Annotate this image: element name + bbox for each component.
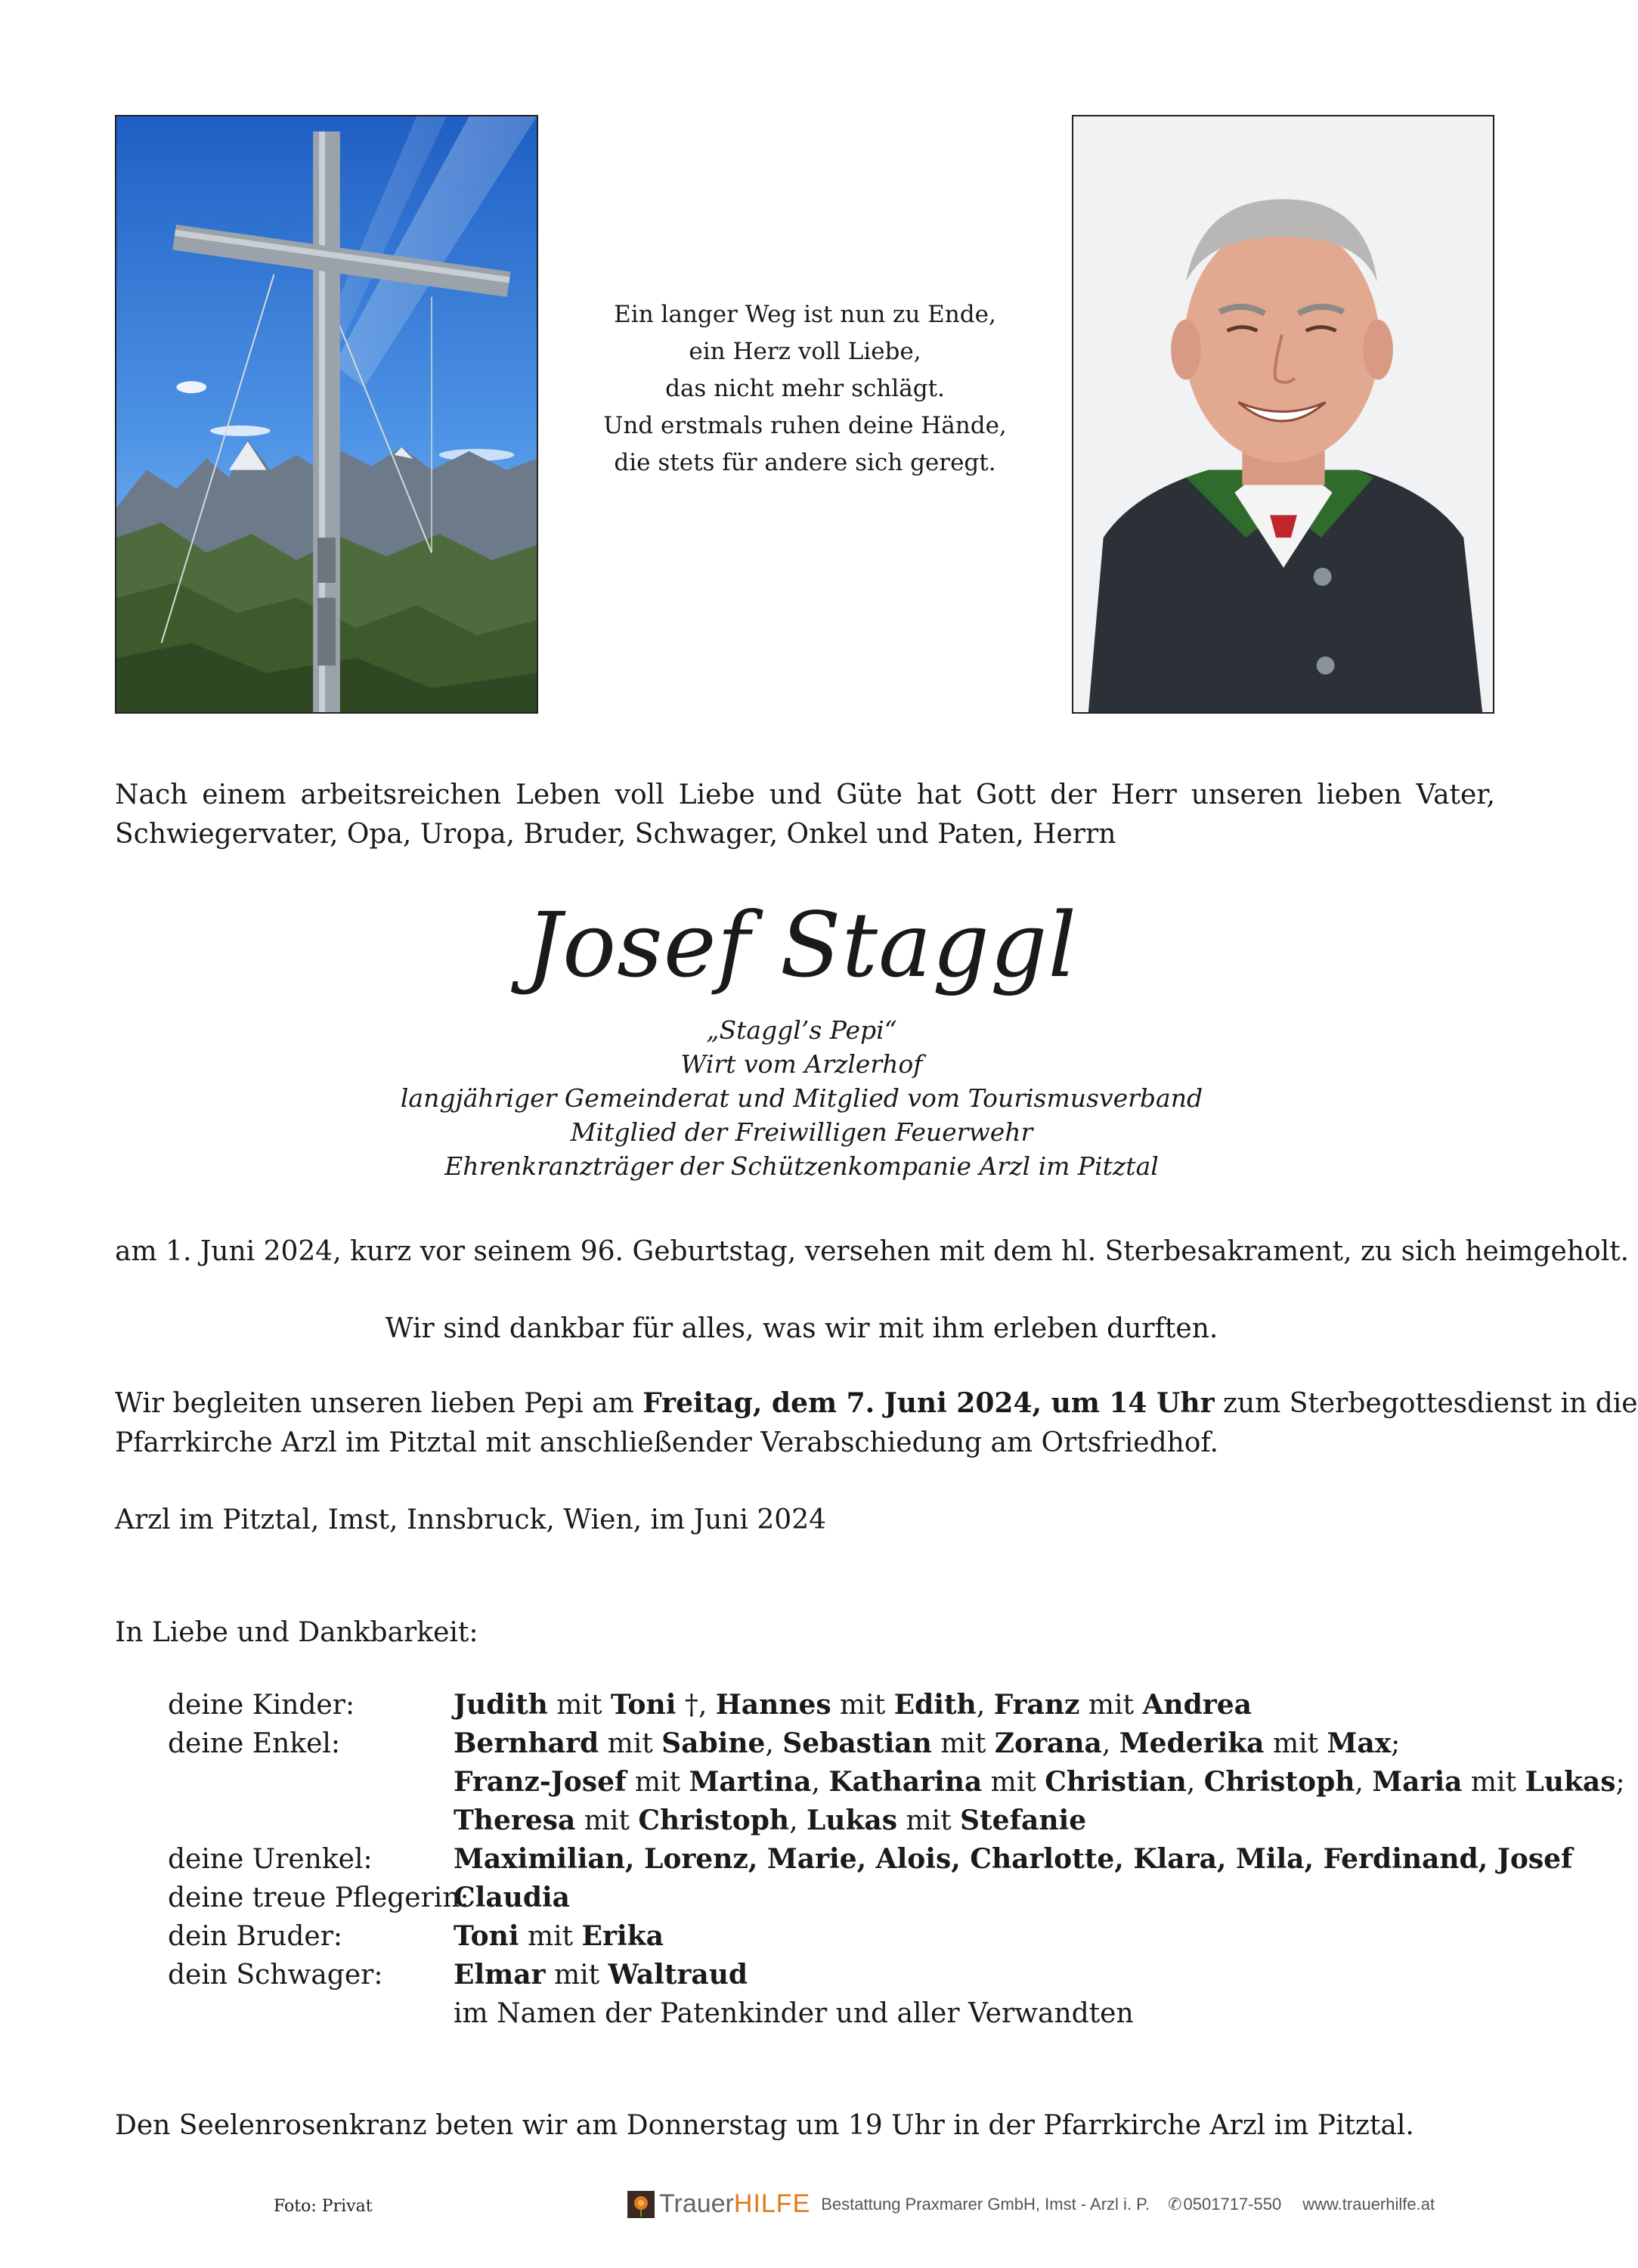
names-urenkel: Maximilian, Lorenz, Marie, Alois, Charlotte, Klara, Mila, Ferdinand, Josef <box>454 1843 1573 1875</box>
website-link[interactable]: www.trauerhilfe.at <box>1302 2194 1435 2214</box>
poem-line: Ein langer Weg ist nun zu Ende, <box>614 301 996 328</box>
poem-line: die stets für andere sich geregt. <box>614 449 996 476</box>
names-pflegerin: Claudia <box>454 1882 571 1913</box>
funeral-line-1 <box>115 1383 1638 1424</box>
places-date: Arzl im Pitztal, Imst, Innsbruck, Wien, im Juni 2024 <box>115 1504 827 1535</box>
family-row-pflegerin <box>168 1879 1506 1917</box>
brand-name-part1: Trauer <box>659 2189 734 2218</box>
intro-line-2: Schwiegervater, Opa, Uropa, Bruder, Schwager, Onkel und Paten, Herrn <box>115 819 1116 850</box>
family-row-kinder <box>168 1686 1506 1724</box>
family-row-enkel-cont <box>168 1763 1625 1802</box>
funeral-text: Wir begleiten unseren lieben Pepi am <box>115 1388 643 1419</box>
names-bruder: Toni mit Erika <box>454 1920 664 1952</box>
rose-logo-icon <box>627 2191 655 2218</box>
intro-line-1: Nach einem arbeitsreichen Leben voll Liebe und Güte hat Gott der Herr unseren lieben Vater, <box>115 779 1495 810</box>
poem <box>559 296 1051 482</box>
brand-name-part2: HILFE <box>733 2189 811 2218</box>
title-line: „Staggl’s Pepi“ <box>706 1015 897 1045</box>
phone-icon: ✆ <box>1168 2194 1182 2214</box>
death-date-line: am 1. Juni 2024, kurz vor seinem 96. Geburtstag, versehen mit dem hl. Sterbesakrament, zu sich heimgeholt. <box>115 1236 1630 1267</box>
portrait-photo <box>1072 115 1494 714</box>
relation-label: deine Kinder: <box>168 1690 355 1721</box>
title-line: Ehrenkranzträger der Schützenkompanie Arzl im Pitztal <box>444 1151 1159 1181</box>
deceased-titles <box>0 1013 1603 1183</box>
poem-line: das nicht mehr schlägt. <box>665 375 945 402</box>
phone-text: 0501717-550 <box>1183 2194 1282 2214</box>
names-enkel-2: Franz-Josef mit Martina, Katharina mit Christian, Christoph, Maria mit Lukas; <box>454 1766 1625 1798</box>
title-line: Wirt vom Arzlerhof <box>680 1049 923 1079</box>
family-row-urenkel <box>168 1840 1573 1879</box>
thanks-line: Wir sind dankbar für alles, was wir mit ihm erleben durften. <box>385 1313 1218 1344</box>
family-row-bruder <box>168 1917 1506 1956</box>
poem-line: ein Herz voll Liebe, <box>689 338 921 365</box>
names-kinder: Judith mit Toni †, Hannes mit Edith, Franz mit Andrea <box>454 1689 1252 1721</box>
family-row-schwager <box>168 1956 1506 1994</box>
intro-paragraph <box>115 776 1495 854</box>
summit-cross-photo <box>115 115 538 714</box>
funeral-line-2: Pfarrkirche Arzl im Pitztal mit anschließender Verabschiedung am Ortsfriedhof. <box>115 1427 1218 1458</box>
family-row-enkel-cont <box>168 1802 1506 1840</box>
deceased-name: Josef Staggl <box>525 893 1078 997</box>
relation-label: dein Bruder: <box>168 1921 343 1952</box>
love-gratitude-line: In Liebe und Dankbarkeit: <box>115 1617 478 1648</box>
names-schwager: Elmar mit Waltraud <box>454 1959 748 1991</box>
phone-number <box>1168 2195 1281 2214</box>
poem-line: Und erstmals ruhen deine Hände, <box>603 412 1007 439</box>
company-name: Bestattung Praxmarer GmbH, Imst - Arzl i. P. <box>821 2194 1150 2214</box>
rosary-announcement: Den Seelenrosenkranz beten wir am Donnerstag um 19 Uhr in der Pfarrkirche Arzl im Pitztal. <box>115 2110 1414 2141</box>
relation-label: dein Schwager: <box>168 1960 383 1991</box>
funeral-service-paragraph <box>115 1383 1638 1463</box>
title-line: langjähriger Gemeinderat und Mitglied vom Tourismusverband <box>400 1083 1203 1113</box>
family-row-closing <box>168 1994 1506 2033</box>
family-row-enkel <box>168 1724 1506 1763</box>
names-enkel-1: Bernhard mit Sabine, Sebastian mit Zorana, Mederika mit Max; <box>454 1727 1401 1759</box>
family-list <box>168 1686 1625 2033</box>
funeral-text: zum Sterbegottesdienst in die <box>1214 1388 1638 1419</box>
names-enkel-3: Theresa mit Christoph, Lukas mit Stefanie <box>454 1805 1087 1836</box>
funeral-home-brand <box>627 2189 1435 2219</box>
funeral-datetime: Freitag, dem 7. Juni 2024, um 14 Uhr <box>643 1387 1215 1419</box>
title-line: Mitglied der Freiwilligen Feuerwehr <box>570 1117 1033 1147</box>
photo-credit: Foto: Privat <box>274 2197 373 2216</box>
relation-label: deine Enkel: <box>168 1728 341 1759</box>
relation-label: deine Urenkel: <box>168 1844 373 1875</box>
relation-label: deine treue Pflegerin: <box>168 1882 469 1913</box>
closing-line: im Namen der Patenkinder und aller Verwandten <box>454 1998 1134 2029</box>
